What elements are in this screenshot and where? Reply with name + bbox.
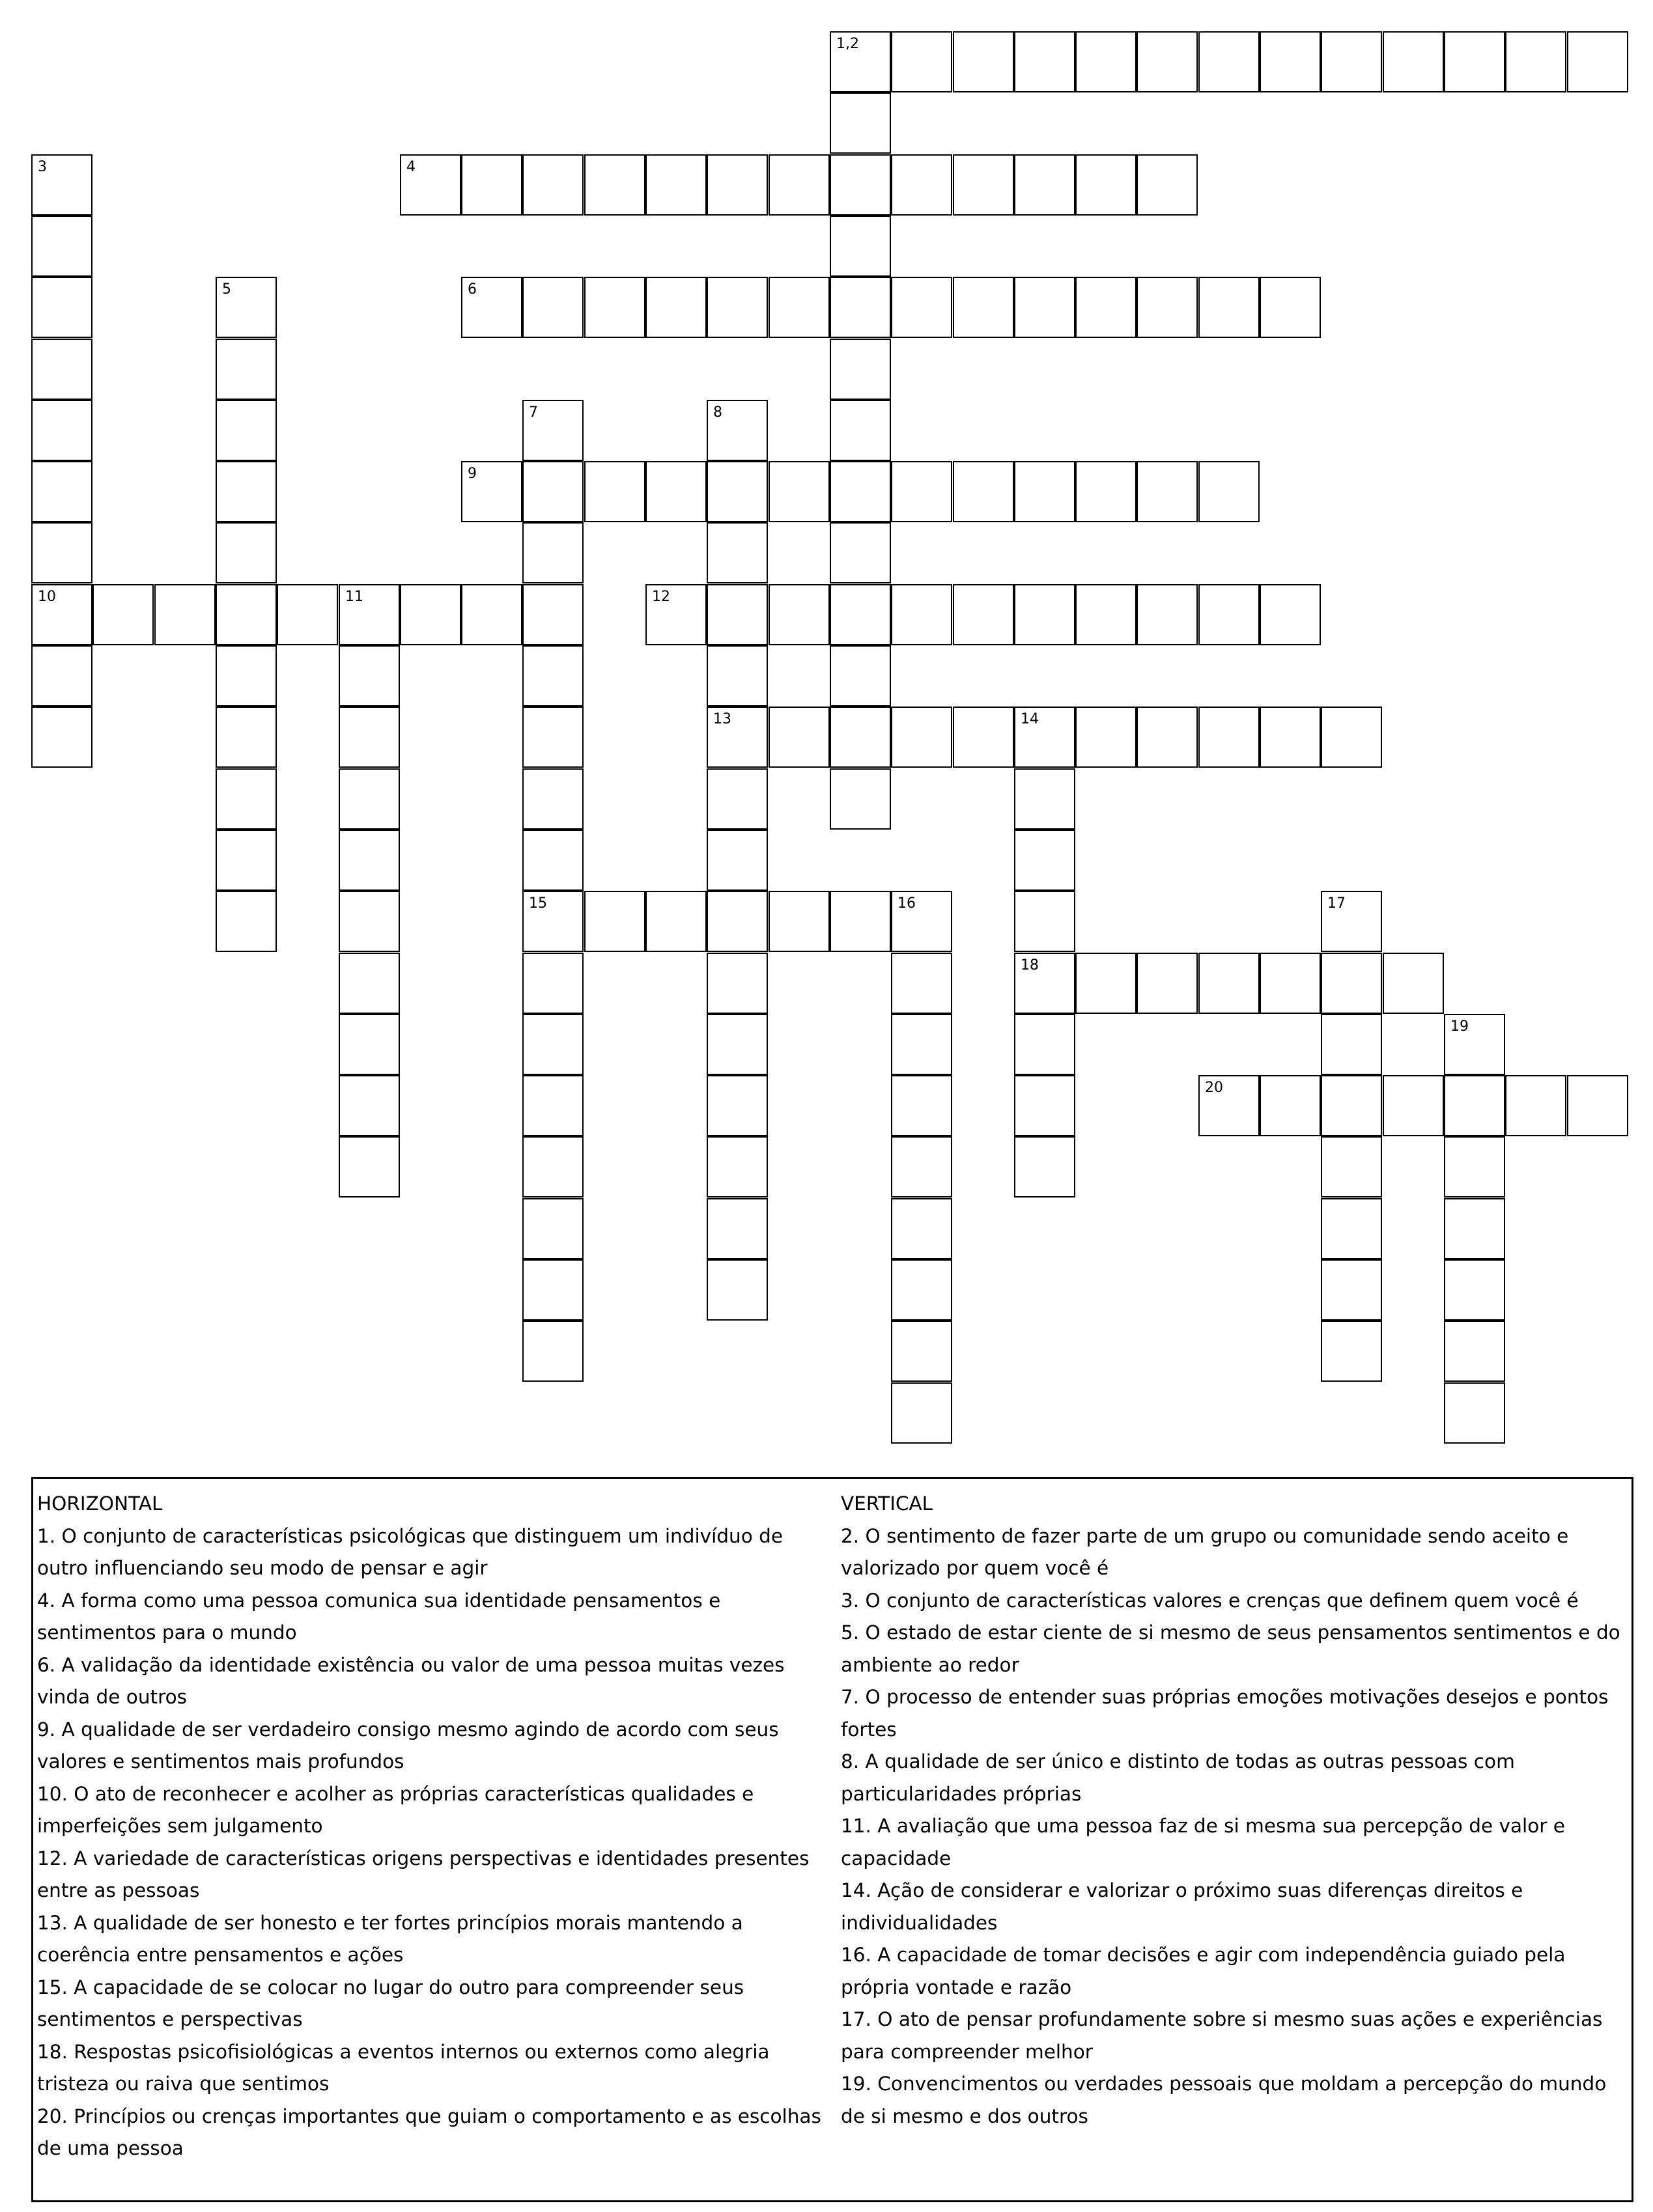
crossword-cell[interactable]: [891, 953, 952, 1014]
crossword-cell[interactable]: [1383, 1075, 1444, 1136]
clue-h12: 12. A variedade de características origens perspectivas e identidades presentes entre as pessoas: [37, 1847, 810, 1901]
crossword-cell[interactable]: [1260, 1075, 1321, 1136]
crossword-cell[interactable]: [1014, 277, 1075, 338]
crossword-cell[interactable]: [707, 768, 768, 830]
crossword-cell[interactable]: [891, 707, 952, 768]
crossword-cell[interactable]: [31, 216, 92, 277]
crossword-cell[interactable]: [1014, 768, 1075, 830]
crossword-cell[interactable]: [522, 1198, 584, 1259]
crossword-cell[interactable]: [216, 522, 277, 583]
crossword-cell[interactable]: [1014, 31, 1075, 92]
crossword-cell[interactable]: [400, 584, 461, 645]
crossword-cell[interactable]: [769, 891, 830, 952]
crossword-cell[interactable]: [522, 154, 584, 216]
crossword-cell[interactable]: [1137, 461, 1198, 522]
crossword-cell[interactable]: [830, 216, 891, 277]
crossword-cell[interactable]: [769, 707, 830, 768]
crossword-cell-15[interactable]: [522, 891, 584, 952]
crossword-cell[interactable]: [339, 645, 400, 707]
crossword-cell[interactable]: [707, 1259, 768, 1321]
crossword-cell[interactable]: [1137, 707, 1198, 768]
crossword-cell[interactable]: [522, 584, 584, 645]
crossword-cell[interactable]: [31, 339, 92, 400]
clue-number: 5: [222, 281, 231, 298]
crossword-cell[interactable]: [707, 645, 768, 707]
crossword-cell[interactable]: [1444, 1075, 1505, 1136]
crossword-cell[interactable]: [216, 645, 277, 707]
crossword-cell[interactable]: [891, 1382, 952, 1444]
crossword-cell[interactable]: [953, 154, 1014, 216]
clue-h4: 4. A forma como uma pessoa comunica sua identidade pensamentos e sentimentos para o mundo: [37, 1589, 721, 1644]
crossword-cell[interactable]: [1505, 1075, 1566, 1136]
crossword-cell[interactable]: [1321, 1136, 1382, 1197]
crossword-cell[interactable]: [1260, 277, 1321, 338]
crossword-cell[interactable]: [216, 830, 277, 891]
clue-number: 14: [1021, 711, 1039, 727]
crossword-cell[interactable]: [339, 768, 400, 830]
crossword-cell[interactable]: [830, 339, 891, 400]
clue-h13: 13. A qualidade de ser honesto e ter fortes princípios morais mantendo a coerência entre pensamentos e ações: [37, 1911, 743, 1966]
crossword-cell[interactable]: [216, 339, 277, 400]
clue-v3: 3. O conjunto de características valores e crenças que definem quem você é: [841, 1589, 1579, 1612]
crossword-cell[interactable]: [522, 1136, 584, 1197]
crossword-cell-16[interactable]: [891, 891, 952, 952]
crossword-cell[interactable]: [1383, 31, 1444, 92]
crossword-cell[interactable]: [522, 645, 584, 707]
clues-box: [31, 1477, 1633, 2202]
crossword-cell[interactable]: [31, 522, 92, 583]
crossword-cell[interactable]: [522, 277, 584, 338]
crossword-cell[interactable]: [1198, 707, 1260, 768]
clue-number: 16: [897, 895, 916, 912]
crossword-cell[interactable]: [707, 277, 768, 338]
crossword-cell[interactable]: [953, 707, 1014, 768]
crossword-cell[interactable]: [277, 584, 338, 645]
clue-number: 9: [468, 466, 477, 482]
clue-v16: 16. A capacidade de tomar decisões e agir com independência guiado pela própria vontade e razão: [841, 1944, 1566, 1998]
crossword-cell[interactable]: [522, 522, 584, 583]
crossword-cell[interactable]: [1075, 461, 1137, 522]
crossword-cell[interactable]: [522, 1259, 584, 1321]
crossword-cell[interactable]: [1260, 31, 1321, 92]
clue-number: 17: [1327, 895, 1346, 912]
crossword-cell-10[interactable]: [31, 584, 92, 645]
crossword-cell[interactable]: [707, 891, 768, 952]
crossword-cell[interactable]: [830, 584, 891, 645]
crossword-cell[interactable]: [1014, 1136, 1075, 1197]
clue-h18: 18. Respostas psicofisiológicas a eventos internos ou externos como alegria tristeza ou raiva que sentimos: [37, 2040, 770, 2095]
crossword-cell-12[interactable]: [645, 584, 707, 645]
crossword-cell[interactable]: [1137, 31, 1198, 92]
crossword-cell[interactable]: [707, 461, 768, 522]
clue-number: 19: [1450, 1018, 1469, 1035]
crossword-cell[interactable]: [1198, 953, 1260, 1014]
clue-number: 1,2: [836, 36, 859, 52]
crossword-cell[interactable]: [522, 768, 584, 830]
clue-number: 12: [652, 589, 670, 605]
crossword-cell-11[interactable]: [339, 584, 400, 645]
crossword-cell-1[interactable]: [830, 31, 891, 92]
clue-h6: 6. A validação da identidade existência ou valor de uma pessoa muitas vezes vinda de outros: [37, 1653, 785, 1708]
clue-h1: 1. O conjunto de características psicológicas que distinguem um indivíduo de outro influenciando seu modo de pensar e agir: [37, 1524, 784, 1579]
crossword-cell[interactable]: [1321, 1321, 1382, 1382]
crossword-cell[interactable]: [1444, 1259, 1505, 1321]
crossword-cell[interactable]: [1014, 1014, 1075, 1075]
crossword-cell[interactable]: [522, 830, 584, 891]
crossword-cell[interactable]: [31, 400, 92, 461]
crossword-cell[interactable]: [891, 154, 952, 216]
crossword-cell[interactable]: [216, 707, 277, 768]
clue-h10: 10. O ato de reconhecer e acolher as próprias características qualidades e imperfeições sem julgamento: [37, 1782, 754, 1837]
crossword-cell[interactable]: [216, 461, 277, 522]
crossword-cell[interactable]: [769, 277, 830, 338]
crossword-cell[interactable]: [830, 92, 891, 154]
crossword-cell[interactable]: [461, 584, 522, 645]
crossword-cell[interactable]: [31, 645, 92, 707]
crossword-cell-6[interactable]: [461, 277, 522, 338]
crossword-cell[interactable]: [891, 461, 952, 522]
crossword-cell[interactable]: [707, 1136, 768, 1197]
crossword-cell[interactable]: [1321, 1198, 1382, 1259]
crossword-cell[interactable]: [1075, 584, 1137, 645]
crossword-cell[interactable]: [31, 707, 92, 768]
crossword-cell-5[interactable]: [216, 277, 277, 338]
crossword-cell[interactable]: [830, 645, 891, 707]
clue-v8: 8. A qualidade de ser único e distinto de todas as outras pessoas com particularidades próprias: [841, 1750, 1515, 1805]
crossword-cell[interactable]: [216, 400, 277, 461]
crossword-cell[interactable]: [1014, 461, 1075, 522]
crossword-cell[interactable]: [1321, 31, 1382, 92]
crossword-cell[interactable]: [522, 1014, 584, 1075]
clue-number: 18: [1021, 957, 1039, 973]
crossword-cell-9[interactable]: [461, 461, 522, 522]
clue-v19: 19. Convencimentos ou verdades pessoais que moldam a percepção do mundo de si mesmo e dos outros: [841, 2073, 1607, 2127]
crossword-cell[interactable]: [1198, 461, 1260, 522]
clue-v7: 7. O processo de entender suas próprias emoções motivações desejos e pontos fortes: [841, 1686, 1609, 1741]
crossword-cell[interactable]: [1321, 1259, 1382, 1321]
crossword-cell[interactable]: [31, 277, 92, 338]
crossword-cell[interactable]: [1383, 953, 1444, 1014]
crossword-cell[interactable]: [830, 154, 891, 216]
horizontal-clues: [37, 1488, 832, 2165]
crossword-cell[interactable]: [707, 1075, 768, 1136]
crossword-cell-17[interactable]: [1321, 891, 1382, 952]
crossword-cell[interactable]: [584, 277, 645, 338]
crossword-cell[interactable]: [1198, 31, 1260, 92]
crossword-cell[interactable]: [1075, 31, 1137, 92]
crossword-cell-13[interactable]: [707, 707, 768, 768]
crossword-cell[interactable]: [1075, 707, 1137, 768]
crossword-cell[interactable]: [154, 584, 216, 645]
clue-number: 20: [1205, 1080, 1223, 1096]
clue-number: 11: [345, 589, 363, 605]
crossword-cell[interactable]: [1321, 1014, 1382, 1075]
crossword-cell[interactable]: [1321, 953, 1382, 1014]
crossword-cell[interactable]: [339, 953, 400, 1014]
crossword-cell-3[interactable]: [31, 154, 92, 216]
vertical-clues: [841, 1488, 1635, 2133]
clue-h15: 15. A capacidade de se colocar no lugar do outro para compreender seus sentimentos e perspectivas: [37, 1976, 744, 2030]
crossword-cell[interactable]: [1444, 1198, 1505, 1259]
crossword-cell[interactable]: [645, 461, 707, 522]
crossword-cell[interactable]: [891, 1198, 952, 1259]
crossword-cell[interactable]: [1014, 891, 1075, 952]
crossword-cell[interactable]: [1444, 1136, 1505, 1197]
crossword-cell[interactable]: [339, 1136, 400, 1197]
clue-number: 15: [529, 895, 547, 912]
crossword-cell[interactable]: [769, 154, 830, 216]
crossword-cell[interactable]: [891, 31, 952, 92]
crossword-cell[interactable]: [953, 31, 1014, 92]
crossword-cell[interactable]: [707, 830, 768, 891]
crossword-cell-8[interactable]: [707, 400, 768, 461]
crossword-cell[interactable]: [707, 522, 768, 583]
crossword-cell[interactable]: [216, 768, 277, 830]
clue-h20: 20. Princípios ou crenças importantes que guiam o comportamento e as escolhas de uma pessoa: [37, 2105, 821, 2159]
crossword-cell[interactable]: [891, 1321, 952, 1382]
crossword-cell-4[interactable]: [400, 154, 461, 216]
crossword-cell[interactable]: [645, 154, 707, 216]
crossword-cell[interactable]: [584, 154, 645, 216]
crossword-cell[interactable]: [31, 461, 92, 522]
crossword-cell[interactable]: [522, 953, 584, 1014]
crossword-cell[interactable]: [1567, 31, 1628, 92]
clue-number: 4: [406, 159, 416, 175]
clue-number: 8: [713, 404, 722, 421]
crossword-cell[interactable]: [1137, 584, 1198, 645]
crossword-cell[interactable]: [1075, 953, 1137, 1014]
crossword-cell-20[interactable]: [1198, 1075, 1260, 1136]
crossword-cell-14[interactable]: [1014, 707, 1075, 768]
crossword-cell[interactable]: [1198, 277, 1260, 338]
crossword-cell[interactable]: [1260, 584, 1321, 645]
crossword-cell[interactable]: [92, 584, 154, 645]
crossword-cell[interactable]: [891, 1259, 952, 1321]
crossword-cell[interactable]: [830, 400, 891, 461]
crossword-cell[interactable]: [461, 154, 522, 216]
crossword-cell[interactable]: [645, 891, 707, 952]
crossword-cell[interactable]: [1014, 830, 1075, 891]
crossword-cell[interactable]: [953, 277, 1014, 338]
crossword-cell[interactable]: [707, 154, 768, 216]
crossword-cell[interactable]: [1014, 154, 1075, 216]
crossword-cell[interactable]: [1444, 31, 1505, 92]
crossword-cell[interactable]: [522, 707, 584, 768]
crossword-cell[interactable]: [522, 461, 584, 522]
crossword-cell[interactable]: [522, 1321, 584, 1382]
crossword-cell[interactable]: [1137, 154, 1198, 216]
clue-number: 13: [713, 711, 731, 727]
crossword-cell[interactable]: [769, 461, 830, 522]
crossword-cell-19[interactable]: [1444, 1014, 1505, 1075]
clue-v11: 11. A avaliação que uma pessoa faz de si mesma sua percepção de valor e capacidade: [841, 1815, 1565, 1869]
clue-number: 6: [468, 281, 477, 298]
crossword-cell[interactable]: [522, 1075, 584, 1136]
crossword-cell[interactable]: [769, 584, 830, 645]
crossword-cell[interactable]: [1014, 1075, 1075, 1136]
crossword-cell[interactable]: [1444, 1321, 1505, 1382]
crossword-cell[interactable]: [1198, 584, 1260, 645]
crossword-cell[interactable]: [1075, 277, 1137, 338]
clue-number: 7: [529, 404, 538, 421]
crossword-cell[interactable]: [645, 277, 707, 338]
crossword-cell[interactable]: [1137, 953, 1198, 1014]
crossword-cell[interactable]: [891, 1014, 952, 1075]
crossword-cell[interactable]: [830, 891, 891, 952]
crossword-cell[interactable]: [891, 584, 952, 645]
crossword-cell[interactable]: [339, 830, 400, 891]
clue-h9: 9. A qualidade de ser verdadeiro consigo mesmo agindo de acordo com seus valores e sentimentos mais profundos: [37, 1718, 779, 1772]
clue-number: 10: [38, 589, 56, 605]
crossword-cell[interactable]: [584, 891, 645, 952]
crossword-cell[interactable]: [830, 707, 891, 768]
clue-v14: 14. Ação de considerar e valorizar o próximo suas diferenças direitos e individualidades: [841, 1879, 1523, 1934]
clue-v17: 17. O ato de pensar profundamente sobre si mesmo suas ações e experiências para compreender melhor: [841, 2008, 1603, 2063]
crossword-cell[interactable]: [953, 461, 1014, 522]
crossword-cell[interactable]: [339, 891, 400, 952]
crossword-cell[interactable]: [1321, 1075, 1382, 1136]
crossword-cell[interactable]: [830, 768, 891, 830]
crossword-cell[interactable]: [707, 1198, 768, 1259]
crossword-cell[interactable]: [1075, 154, 1137, 216]
crossword-cell[interactable]: [891, 1075, 952, 1136]
clue-v5: 5. O estado de estar ciente de si mesmo de seus pensamentos sentimentos e do ambiente ao redor: [841, 1621, 1620, 1676]
crossword-cell[interactable]: [1014, 584, 1075, 645]
crossword-cell[interactable]: [216, 891, 277, 952]
crossword-cell[interactable]: [830, 277, 891, 338]
clue-number: 3: [38, 159, 47, 175]
crossword-cell[interactable]: [339, 1014, 400, 1075]
crossword-cell[interactable]: [1567, 1075, 1628, 1136]
crossword-cell[interactable]: [1444, 1382, 1505, 1444]
crossword-cell[interactable]: [1260, 707, 1321, 768]
crossword-cell[interactable]: [1505, 31, 1566, 92]
crossword-cell[interactable]: [1137, 277, 1198, 338]
crossword-cell[interactable]: [216, 584, 277, 645]
crossword-cell-7[interactable]: [522, 400, 584, 461]
crossword-cell[interactable]: [707, 953, 768, 1014]
crossword-cell[interactable]: [1260, 953, 1321, 1014]
clue-v2: 2. O sentimento de fazer parte de um grupo ou comunidade sendo aceito e valorizado por quem você é: [841, 1524, 1569, 1579]
crossword-cell[interactable]: [584, 461, 645, 522]
crossword-cell[interactable]: [830, 522, 891, 583]
crossword-cell-18[interactable]: [1014, 953, 1075, 1014]
crossword-cell[interactable]: [707, 584, 768, 645]
crossword-cell[interactable]: [339, 707, 400, 768]
crossword-cell[interactable]: [891, 277, 952, 338]
crossword-cell[interactable]: [707, 1014, 768, 1075]
crossword-cell[interactable]: [339, 1075, 400, 1136]
crossword-cell[interactable]: [1321, 707, 1382, 768]
horizontal-heading: HORIZONTAL: [37, 1492, 163, 1515]
crossword-cell[interactable]: [830, 461, 891, 522]
vertical-heading: VERTICAL: [841, 1492, 933, 1515]
crossword-cell[interactable]: [891, 1136, 952, 1197]
crossword-cell[interactable]: [953, 584, 1014, 645]
